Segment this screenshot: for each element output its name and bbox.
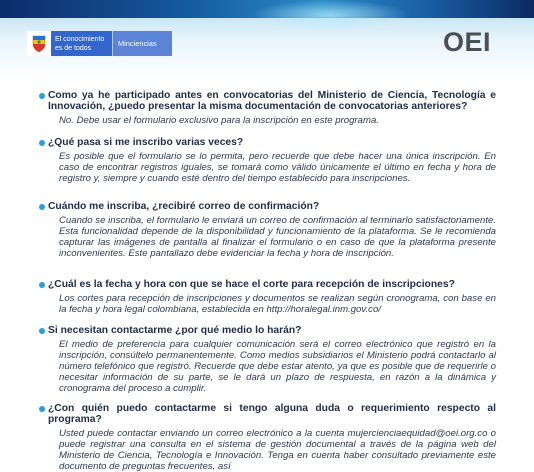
faq-question — [48, 403, 496, 425]
faq-question-text: ¿Con quién puedo contactarme si tengo alguna duda o requerimiento respecto al programa? — [48, 403, 496, 425]
faq-item-5 — [48, 325, 496, 394]
faq-item-1 — [48, 90, 496, 126]
faq-question-text: Si necesitan contactarme ¿por qué medio lo harán? — [48, 325, 302, 336]
faq-answer: Es posible que el formulario se lo permita, pero recuerde que debe hacer una única inscripción. En caso de encontrar registros iguales, se tomará como válido únicamente el último en fecha y hora de registro y, siempre y cuando esté dentro del tiempo establecido para inscripciones. — [59, 151, 496, 185]
faq-question-text: ¿Cuál es la fecha y hora con que se hace el corte para recepción de inscripciones? — [48, 279, 455, 290]
faq-answer: No. Debe usar el formulario exclusivo para la inscripción en este programa. — [59, 115, 379, 126]
colombia-shield-icon — [27, 31, 51, 56]
faq-question-text: Como ya he participado antes en convocatorias del Ministerio de Ciencia, Tecnología e Innovación, ¿puedo presentar la misma documentación de convocatorias anteriores? — [48, 90, 496, 112]
faq-answer: Usted puede contactar enviando un correo electrónico a la cuenta mujercienciaequidad@oei.org.co o puede registrar una consulta en el sistema de gestión documental a través de la página web del Ministerio de Ciencia, Tecnología e Innovación. Tenga en cuenta haber consultado previamente este documento de preguntas frecuentes, así — [59, 428, 496, 472]
faq-question — [48, 201, 496, 212]
faq-question — [48, 137, 496, 148]
government-slogan-line1: El conocimiento — [55, 34, 105, 43]
government-slogan-line2: es de todos — [55, 42, 92, 52]
faq-question — [48, 90, 496, 112]
bullet-icon — [39, 204, 45, 210]
faq-item-4 — [48, 279, 496, 315]
government-slogan — [51, 31, 112, 56]
faq-answer: Los cortes para recepción de inscripciones y documentos se realizan según cronograma, con base en la fecha y hora legal colombiana, establecida en http://horalegal.inm.gov.co/ — [59, 293, 496, 316]
faq-question — [48, 325, 496, 336]
oei-logo: OEI — [443, 27, 492, 57]
faq-question — [48, 279, 496, 290]
bullet-icon — [39, 282, 45, 288]
bullet-icon — [39, 140, 45, 146]
header-glow — [250, 0, 410, 30]
faq-item-2 — [48, 137, 496, 184]
bullet-icon — [39, 93, 45, 99]
bullet-icon — [39, 406, 45, 412]
faq-answer: Cuando se inscriba, el formulario le enviará un correo de confirmación al terminarlo satisfactoriamente. Esta funcionalidad depende de la disponibilidad y funcionamiento de la plataforma. Se le recomienda capturar las imágenes de pantalla al finalizar el formulario o en caso de que la plataforma presente inconvenientes. Este pantallazo debe evidenciar la fecha y hora de inscripción. — [59, 215, 496, 260]
faq-item-3 — [48, 201, 496, 259]
faq-item-6 — [48, 403, 496, 472]
faq-question-text: Cuándo me inscriba, ¿recibiré correo de confirmación? — [48, 201, 320, 212]
faq-answer: El medio de preferencia para cualquier comunicación será el correo electrónico que registró en la inscripción, consúltelo permanentemente. Como medios subsidiarios el Ministerio podrá contactarlo al número telefónico que registró. Recuerde que debe estar atento, ya que es posible que de requerirle o necesitar información de su parte, se le dará un plazo de respuesta, en razón a la dinámica y cronograma del proceso a cumplir. — [59, 339, 496, 395]
faq-question-text: ¿Qué pasa si me inscribo varias veces? — [48, 137, 244, 148]
bullet-icon — [39, 328, 45, 334]
government-logo — [27, 31, 172, 56]
ministry-name: Minciencias — [112, 31, 172, 56]
